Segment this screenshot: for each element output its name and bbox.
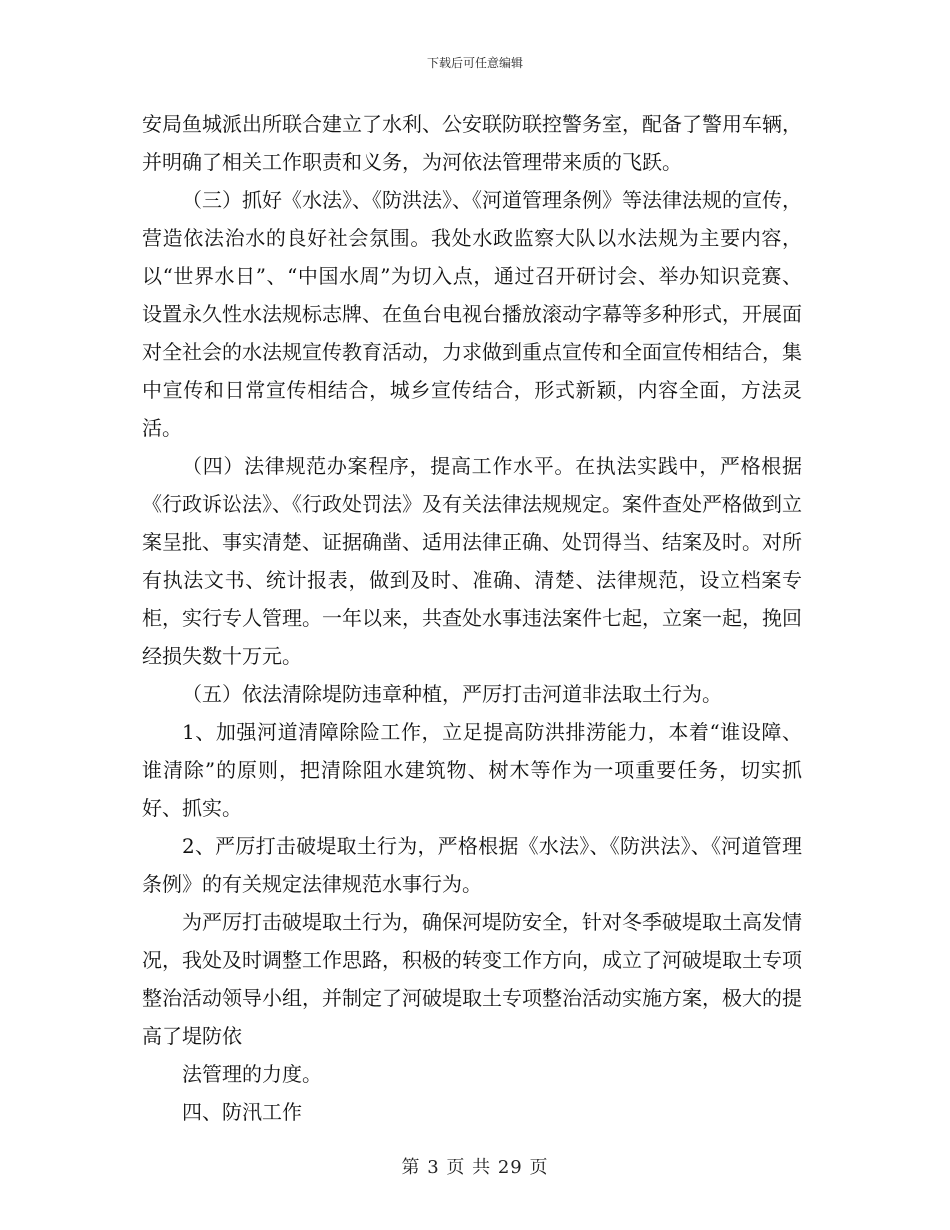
- paragraph-continuation: 安局鱼城派出所联合建立了水利、公安联防联控警务室，配备了警用车辆，并明确了相关工作职责和义务，为河依法管理带来质的飞跃。: [142, 112, 802, 174]
- paragraph-measures: 为严厉打击破堤取土行为，确保河堤防安全，针对冬季破堤取土高发情况，我处及时调整工作思路，积极的转变工作方向，成立了河破堤取土专项整治活动领导小组，并制定了河破堤取土专项整治活动实施方案，极大的提高了堤防依: [142, 910, 802, 1048]
- document-body: [142, 105, 802, 1131]
- paragraph-section-3: （三）抓好《水法》、《防洪法》、《河道管理条例》等法律法规的宣传，营造依法治水的良好社会氛围。我处水政监察大队以水法规为主要内容，以“世界水日”、“中国水周”为切入点，通过召开研讨会、举办知识竞赛、设置永久性水法规标志牌、在鱼台电视台播放滚动字幕等多种形式，开展面对全社会的水法规宣传教育活动，力求做到重点宣传和全面宣传相结合，集中宣传和日常宣传相结合，城乡宣传结合，形式新颖，内容全面，方法灵活。: [142, 188, 802, 440]
- paragraph-section-5-heading: （五）依法清除堤防违章种植，严厉打击河道非法取土行为。: [182, 682, 722, 706]
- section-heading-flood-control: 四、防汛工作: [182, 1100, 302, 1124]
- page-header-note: 下载后可任意编辑: [426, 56, 523, 70]
- paragraph-section-4: （四）法律规范办案程序，提高工作水平。在执法实践中，严格根据《行政诉讼法》、《行政处罚法》及有关法律法规规定。案件查处严格做到立案呈批、事实清楚、证据确凿、适用法律正确、处罚得当、结案及时。对所有执法文书、统计报表，做到及时、准确、清楚、法律规范，设立档案专柜，实行专人管理。一年以来，共查处水事违法案件七起，立案一起，挽回经损失数十万元。: [142, 454, 802, 668]
- paragraph-item-2: 2、严厉打击破堤取土行为，严格根据《水法》、《防洪法》、《河道管理条例》的有关规定法律规范水事行为。: [142, 834, 802, 896]
- page-number-footer: 第 3 页 共 29 页: [401, 1157, 549, 1178]
- paragraph-item-1: 1、加强河道清障除险工作，立足提高防洪排涝能力，本着“谁设障、谁清除”的原则，把清除阻水建筑物、树木等作为一项重要任务，切实抓好、抓实。: [142, 720, 802, 820]
- paragraph-measures-end: 法管理的力度。: [182, 1062, 322, 1086]
